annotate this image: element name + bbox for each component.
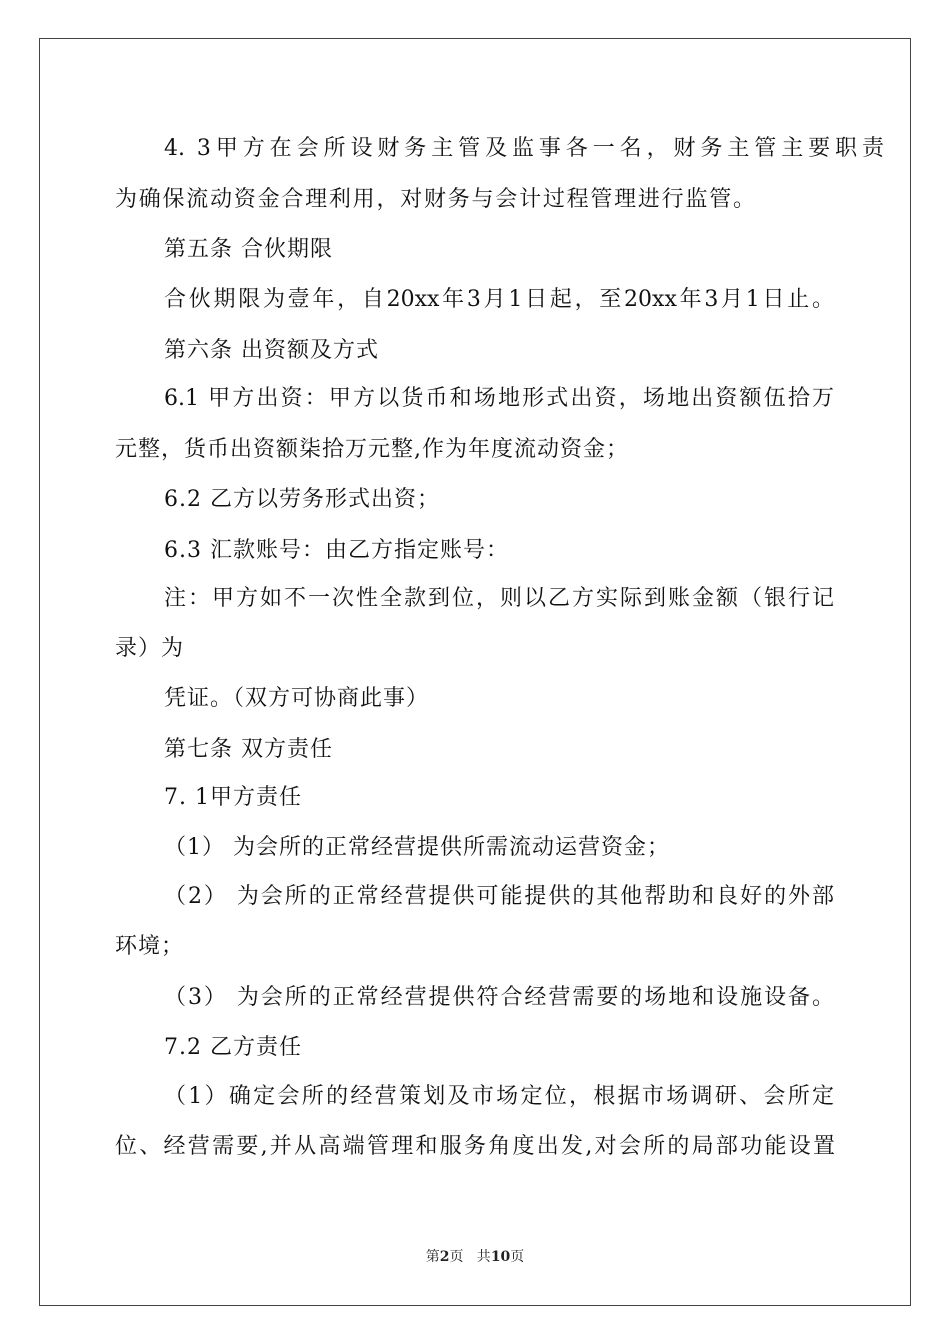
footer-prefix: 第 — [425, 1249, 440, 1265]
paragraph-line: 6.1 甲方出资：甲方以货币和场地形式出资，场地出资额伍拾万 — [164, 386, 834, 411]
paragraph-line: 4. 3甲方在会所设财务主管及监事各一名，财务主管主要职责 — [164, 136, 884, 161]
section-heading: 第五条 合伙期限 — [164, 237, 333, 262]
paragraph-line: （3） 为会所的正常经营提供符合经营需要的场地和设施设备。 — [164, 985, 834, 1010]
paragraph-line: 元整，货币出资额柒拾万元整,作为年度流动资金； — [115, 437, 629, 462]
paragraph-line: （2） 为会所的正常经营提供可能提供的其他帮助和良好的外部 — [164, 884, 834, 909]
page-footer — [0, 1248, 950, 1266]
footer-suffix: 页 — [510, 1249, 525, 1265]
page-border — [39, 38, 911, 1306]
section-heading: 第七条 双方责任 — [164, 737, 333, 762]
footer-current-page: 2 — [439, 1249, 450, 1265]
paragraph-line: 环境； — [115, 934, 185, 959]
paragraph-line: 凭证。（双方可协商此事） — [164, 686, 430, 711]
paragraph-line: （1） 为会所的正常经营提供所需流动运营资金； — [164, 835, 670, 860]
paragraph-line: 合伙期限为壹年，自20xx年3月1日起，至20xx年3月1日止。 — [164, 287, 834, 312]
paragraph-line: （1）确定会所的经营策划及市场定位，根据市场调研、会所定 — [164, 1084, 834, 1109]
footer-mid: 页 共 — [449, 1249, 491, 1265]
paragraph-line: 注：甲方如不一次性全款到位，则以乙方实际到账金额（银行记 — [164, 586, 834, 611]
subsection-heading: 7.2 乙方责任 — [164, 1035, 302, 1060]
paragraph-line: 为确保流动资金合理利用，对财务与会计过程管理进行监管。 — [115, 187, 755, 212]
paragraph-line: 6.3 汇款账号：由乙方指定账号： — [164, 538, 509, 563]
paragraph-line: 位、经营需要,并从高端管理和服务角度出发,对会所的局部功能设置 — [115, 1134, 835, 1159]
subsection-heading: 7. 1甲方责任 — [164, 785, 302, 810]
section-heading: 第六条 出资额及方式 — [164, 338, 379, 363]
paragraph-line: 6.2 乙方以劳务形式出资； — [164, 487, 440, 512]
footer-total-pages: 10 — [490, 1249, 511, 1265]
paragraph-line: 录）为 — [115, 636, 185, 661]
